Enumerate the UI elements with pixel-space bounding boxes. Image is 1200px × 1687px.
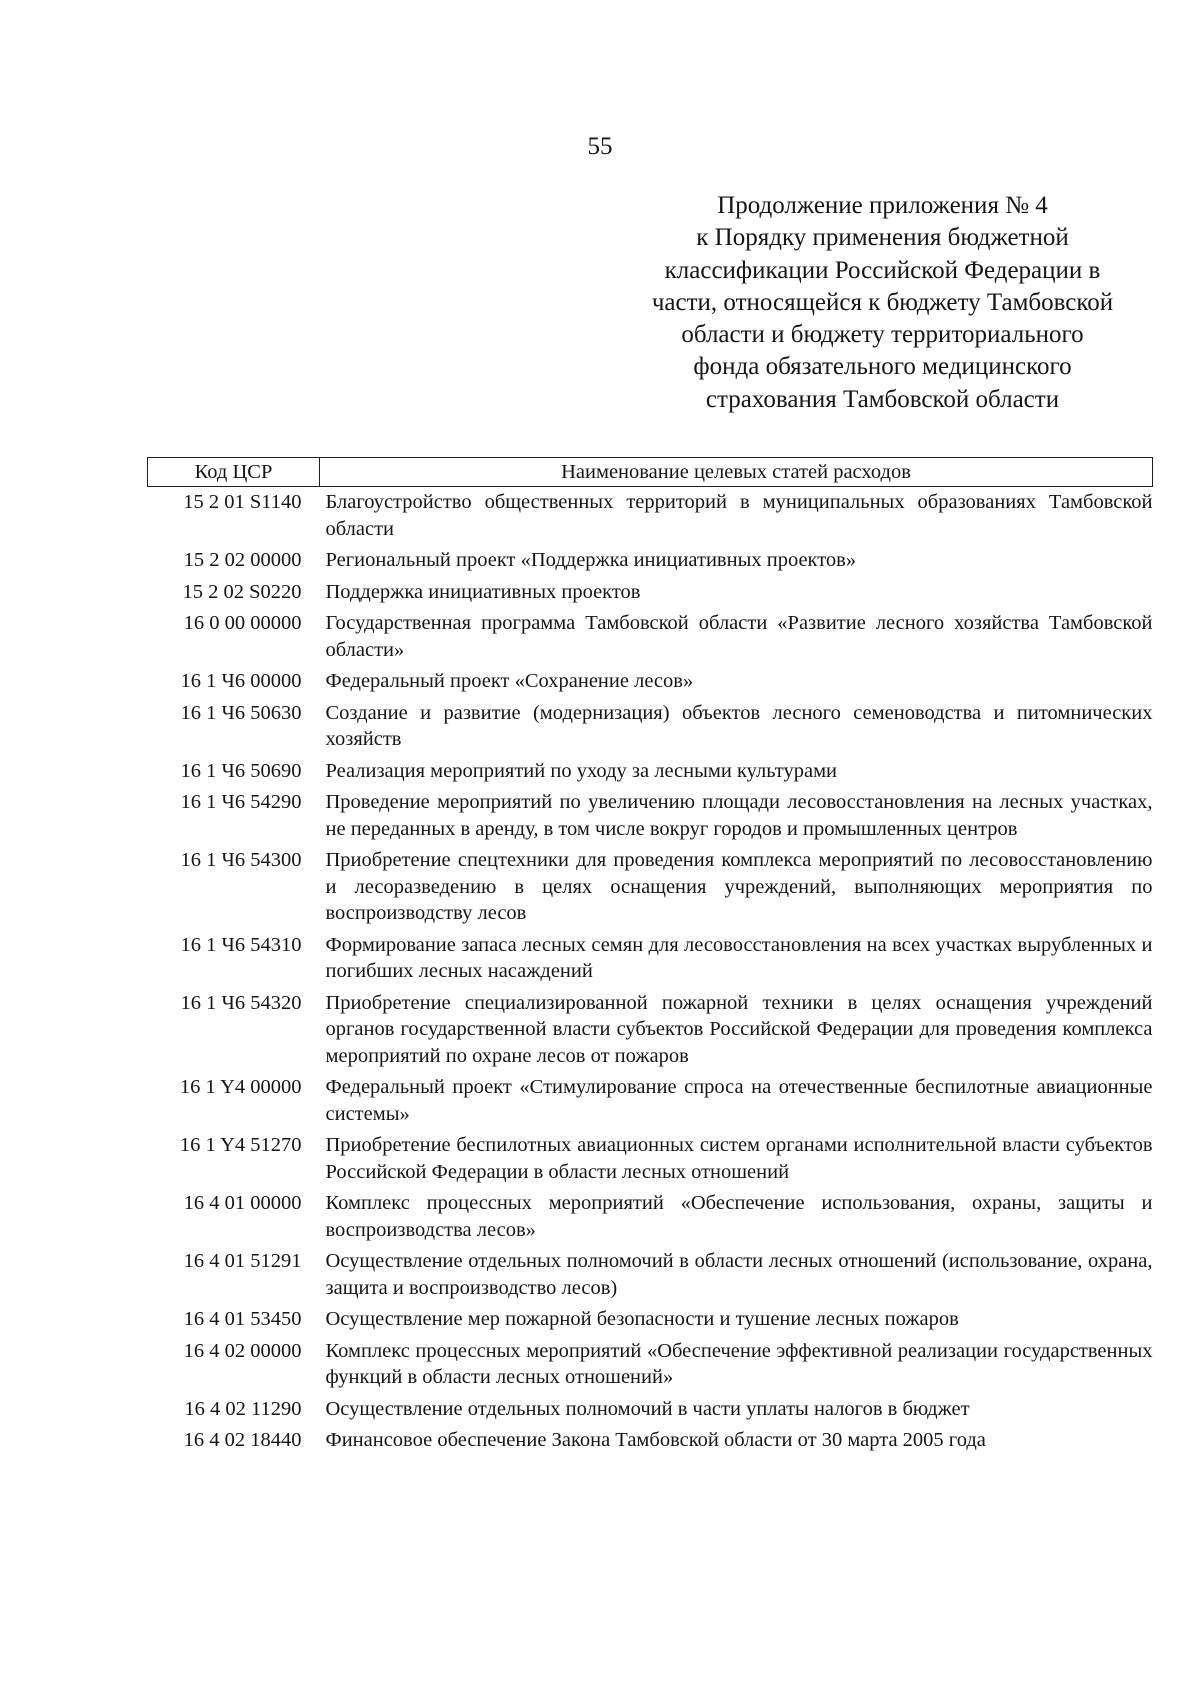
row-name: Формирование запаса лесных семян для лесовосстановления на всех участках вырубленных и погибших лесных насаждений bbox=[325, 933, 1153, 982]
row-code: 16 1 Y4 00000 bbox=[179, 1076, 302, 1098]
row-code: 16 4 02 11290 bbox=[184, 1397, 302, 1420]
table-row bbox=[148, 1132, 1153, 1190]
heading-line: фонда обязательного медицинского bbox=[693, 353, 1072, 381]
table-row bbox=[148, 847, 1153, 932]
table-row bbox=[148, 1190, 1153, 1248]
row-name: Комплекс процессных мероприятий «Обеспечение эффективной реализации государственных функций в области лесных отношений» bbox=[325, 1339, 1153, 1388]
row-code: 15 2 02 S0220 bbox=[182, 580, 302, 603]
row-name: Осуществление отдельных полномочий в области лесных отношений (использование, охрана, защита и воспроизводство лесов) bbox=[325, 1250, 1153, 1299]
row-name: Осуществление отдельных полномочий в части уплаты налогов в бюджет bbox=[325, 1397, 970, 1420]
row-name: Комплекс процессных мероприятий «Обеспечение использования, охраны, защиты и воспроизводства лесов» bbox=[325, 1192, 1153, 1241]
row-name: Реализация мероприятий по уходу за лесными культурами bbox=[325, 759, 838, 782]
row-code: 16 1 Ч6 54290 bbox=[180, 791, 302, 813]
row-name: Создание и развитие (модернизация) объектов лесного семеноводства и питомнических хозяйств bbox=[325, 701, 1153, 750]
target-expense-table bbox=[147, 457, 1153, 1459]
table-row bbox=[148, 547, 1153, 579]
row-code: 16 4 02 00000 bbox=[183, 1339, 302, 1362]
row-code: 16 4 01 53450 bbox=[183, 1308, 302, 1330]
table-row bbox=[148, 758, 1153, 790]
table-row bbox=[148, 487, 1153, 548]
table-row bbox=[148, 1306, 1153, 1338]
row-code: 15 2 01 S1140 bbox=[183, 491, 302, 513]
header-name: Наименование целевых статей расходов bbox=[320, 458, 1153, 487]
table-header-row bbox=[148, 458, 1153, 487]
row-code: 16 4 02 18440 bbox=[183, 1429, 302, 1451]
table-row bbox=[148, 610, 1153, 668]
row-name: Региональный проект «Поддержка инициативных проектов» bbox=[325, 549, 857, 571]
table-row bbox=[148, 1396, 1153, 1428]
table-row bbox=[148, 700, 1153, 758]
row-code: 16 1 Ч6 54300 bbox=[180, 849, 302, 871]
heading-line: области и бюджету территориального bbox=[681, 321, 1084, 349]
row-code: 15 2 02 00000 bbox=[183, 549, 302, 571]
appendix-heading bbox=[610, 190, 1155, 416]
row-name: Федеральный проект «Стимулирование спроса на отечественные беспилотные авиационные системы» bbox=[325, 1076, 1153, 1125]
table-row bbox=[148, 932, 1153, 990]
row-name: Приобретение специализированной пожарной техники в целях оснащения учреждений органов государственной власти субъектов Российской Федерации для проведения комплекса мероприятий по охране лесов от пожаров bbox=[325, 991, 1153, 1067]
row-code: 16 1 Ч6 54310 bbox=[180, 933, 302, 956]
row-name: Проведение мероприятий по увеличению площади лесовосстановления на лесных участках, не переданных в аренду, в том числе вокруг городов и промышленных центров bbox=[325, 791, 1153, 840]
table-row bbox=[148, 990, 1153, 1075]
table-row bbox=[148, 789, 1153, 847]
row-code: 16 0 00 00000 bbox=[183, 612, 302, 634]
table-row bbox=[148, 1427, 1153, 1459]
row-name: Осуществление мер пожарной безопасности и тушение лесных пожаров bbox=[325, 1308, 959, 1330]
row-name: Приобретение спецтехники для проведения комплекса мероприятий по лесовосстановлению и лесоразведению в целях оснащения учреждений, выполняющих мероприятия по воспроизводству лесов bbox=[325, 849, 1153, 924]
row-name: Федеральный проект «Сохранение лесов» bbox=[325, 670, 694, 692]
row-code: 16 1 Ч6 00000 bbox=[180, 670, 302, 692]
heading-line: страхования Тамбовской области bbox=[705, 385, 1060, 413]
heading-line: классификации Российской Федерации в bbox=[664, 256, 1101, 284]
heading-line: к Порядку применения бюджетной bbox=[696, 224, 1069, 252]
row-code: 16 1 Ч6 54320 bbox=[180, 991, 302, 1014]
row-code: 16 4 01 00000 bbox=[183, 1192, 302, 1214]
row-code: 16 1 Ч6 50630 bbox=[180, 701, 302, 724]
row-code: 16 4 01 51291 bbox=[183, 1250, 302, 1272]
row-code: 16 1 Y4 51270 bbox=[179, 1134, 302, 1156]
row-name: Финансовое обеспечение Закона Тамбовской области от 30 марта 2005 года bbox=[325, 1429, 986, 1451]
row-name: Государственная программа Тамбовской области «Развитие лесного хозяйства Тамбовской области» bbox=[325, 612, 1153, 661]
row-name: Благоустройство общественных территорий в муниципальных образованиях Тамбовской области bbox=[325, 491, 1153, 540]
heading-line: части, относящейся к бюджету Тамбовской bbox=[651, 288, 1114, 316]
header-code: Код ЦСР bbox=[148, 458, 320, 487]
row-name: Приобретение беспилотных авиационных систем органами исполнительной власти субъектов Российской Федерации в области лесных отношений bbox=[325, 1134, 1153, 1183]
heading-line: Продолжение приложения № 4 bbox=[717, 192, 1048, 219]
row-code: 16 1 Ч6 50690 bbox=[180, 759, 302, 782]
table-row bbox=[148, 1248, 1153, 1306]
table-row bbox=[148, 1074, 1153, 1132]
table-row bbox=[148, 1338, 1153, 1396]
row-name: Поддержка инициативных проектов bbox=[325, 580, 641, 603]
table-row bbox=[148, 579, 1153, 611]
page-number: 55 bbox=[587, 133, 613, 160]
table-row bbox=[148, 668, 1153, 700]
